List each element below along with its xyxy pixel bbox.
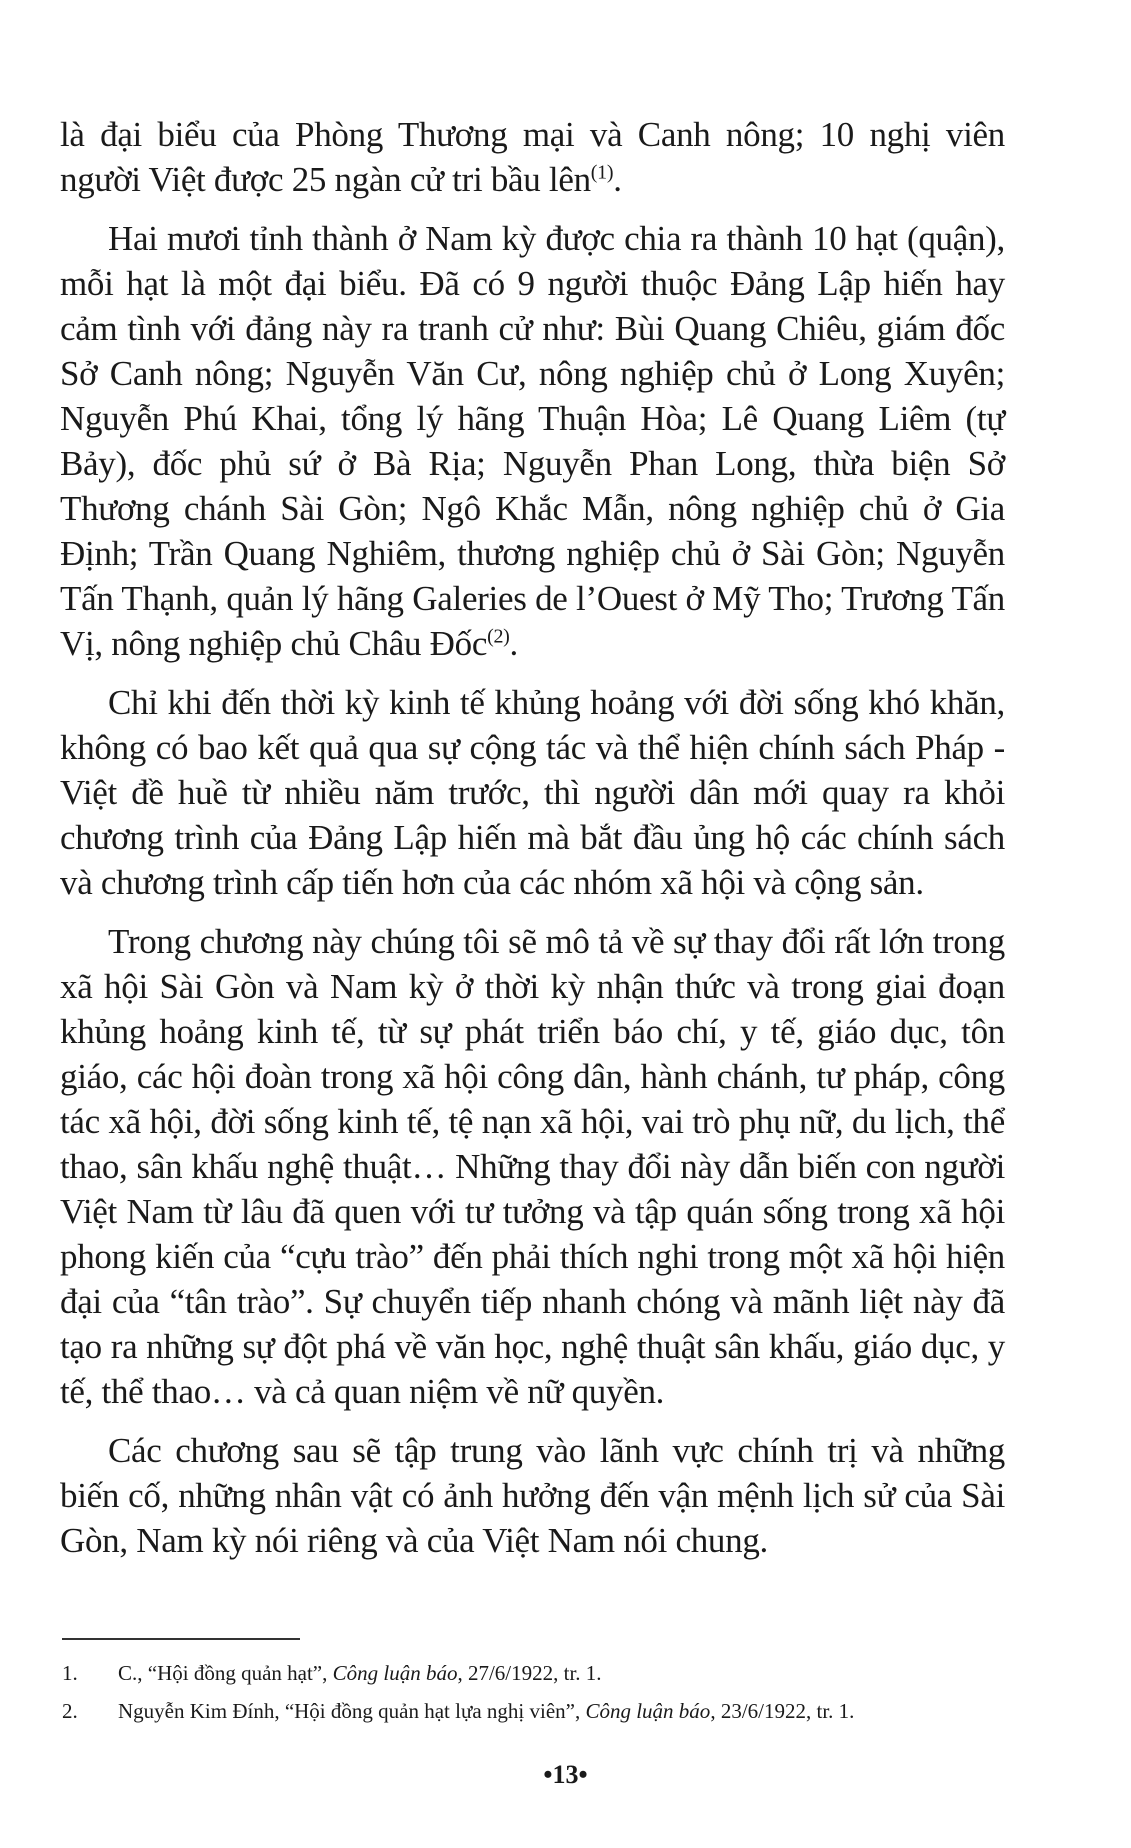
paragraph-end: . xyxy=(613,160,622,199)
paragraph-text: Chỉ khi đến thời kỳ kinh tế khủng hoảng với đời sống khó khăn, không có bao kết quả qua sự cộng tác và thể hiện chính sách Pháp - Việt đề huề từ nhiều năm trước, thì người dân mới quay ra khỏi chương trình của Đảng Lập hiến mà bắt đầu ủng hộ các chính sách và chương trình cấp tiến hơn của các nhóm xã hội và cộng sản. xyxy=(60,683,1005,902)
footnote-number: 1. xyxy=(62,1661,78,1685)
paragraph-end: . xyxy=(509,624,518,663)
paragraph-text: Trong chương này chúng tôi sẽ mô tả về sự thay đổi rất lớn trong xã hội Sài Gòn và Nam kỳ ở thời kỳ nhận thức và trong giai đoạn khủng hoảng kinh tế, từ sự phát triển báo chí, y tế, giáo dục, tôn giáo, các hội đoàn trong xã hội công dân, hành chánh, tư pháp, công tác xã hội, đời sống kinh tế, tệ nạn xã hội, vai trò phụ nữ, du lịch, thể thao, sân khấu nghệ thuật… Những thay đổi này dẫn biến con người Việt Nam từ lâu đã quen với tư tưởng và tập quán sống trong xã hội phong kiến của “cựu trào” đến phải thích nghi trong một xã hội hiện đại của “tân trào”. Sự chuyển tiếp nhanh chóng và mãnh liệt này đã tạo ra những sự đột phá về văn học, nghệ thuật sân khấu, giáo dục, y tế, thể thao… và cả quan niệm về nữ quyền. xyxy=(60,922,1005,1411)
footnote-divider xyxy=(62,1638,300,1640)
page-body xyxy=(60,112,1005,1563)
footnote-2 xyxy=(62,1692,1002,1730)
footnotes xyxy=(62,1654,1002,1730)
paragraph-1 xyxy=(60,112,1005,202)
paragraph-5 xyxy=(60,1428,1005,1563)
source-title: Công luận báo xyxy=(585,1699,711,1723)
paragraph-4 xyxy=(60,919,1005,1414)
paragraph-3 xyxy=(60,680,1005,905)
page-number: •13• xyxy=(543,1760,588,1789)
paragraph-text: Hai mươi tỉnh thành ở Nam kỳ được chia ra thành 10 hạt (quận), mỗi hạt là một đại biểu. Đã có 9 người thuộc Đảng Lập hiến hay cảm tình với đảng này ra tranh cử như: Bùi Quang Chiêu, giám đốc Sở Canh nông; Nguyễn Văn Cư, nông nghiệp chủ ở Long Xuyên; Nguyễn Phú Khai, tổng lý hãng Thuận Hòa; Lê Quang Liêm (tự Bảy), đốc phủ sứ ở Bà Rịa; Nguyễn Phan Long, thừa biện Sở Thương chánh Sài Gòn; Ngô Khắc Mẫn, nông nghiệp chủ ở Gia Định; Trần Quang Nghiêm, thương nghiệp chủ ở Sài Gòn; Nguyễn Tấn Thạnh, quản lý hãng Galeries de l’Ouest ở Mỹ Tho; Trương Tấn Vị, nông nghiệp chủ Châu Đốc xyxy=(60,219,1005,663)
footnote-text: Nguyễn Kim Đính, “Hội đồng quản hạt lựa nghị viên”, Công luận báo, 23/6/1922, tr. 1. xyxy=(118,1699,855,1723)
footnote-number: 2. xyxy=(62,1699,78,1723)
paragraph-2 xyxy=(60,216,1005,666)
footnote-ref-1: (1) xyxy=(590,161,614,184)
footnote-1 xyxy=(62,1654,1002,1692)
footnote-text: C., “Hội đồng quản hạt”, Công luận báo, 27/6/1922, tr. 1. xyxy=(118,1661,602,1685)
source-title: Công luận báo xyxy=(332,1661,458,1685)
paragraph-text: là đại biểu của Phòng Thương mại và Canh nông; 10 nghị viên người Việt được 25 ngàn cử tri bầu lên xyxy=(60,115,1005,199)
paragraph-text: Các chương sau sẽ tập trung vào lãnh vực chính trị và những biến cố, những nhân vật có ảnh hưởng đến vận mệnh lịch sử của Sài Gòn, Nam kỳ nói riêng và của Việt Nam nói chung. xyxy=(60,1431,1005,1560)
footnote-ref-2: (2) xyxy=(487,625,510,648)
